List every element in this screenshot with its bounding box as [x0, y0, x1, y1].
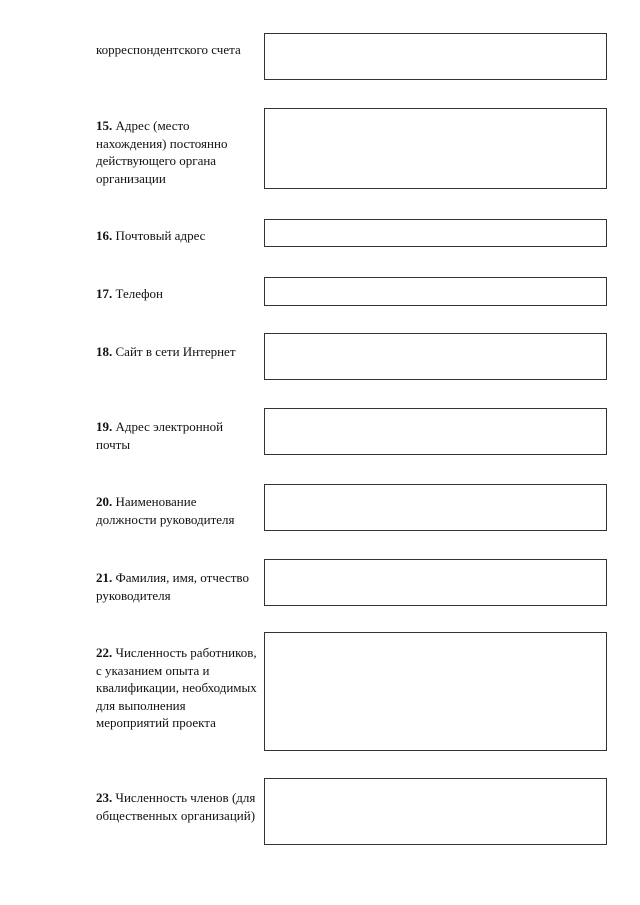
field-number: 20. [96, 494, 116, 509]
postal-address-field[interactable] [264, 219, 607, 247]
field-label-text: Адрес электронной почты [96, 419, 224, 452]
field-number: 19. [96, 419, 116, 434]
field-label-head-full-name [96, 569, 258, 604]
phone-field[interactable] [264, 277, 607, 306]
field-number: 16. [96, 228, 116, 243]
members-count-field[interactable] [264, 778, 607, 845]
field-label-staff-count [96, 644, 258, 732]
field-label-postal-address [96, 227, 258, 245]
field-label-text: Численность членов (для общественных организаций) [96, 790, 256, 823]
field-number: 21. [96, 570, 116, 585]
staff-count-field[interactable] [264, 632, 607, 751]
website-field[interactable] [264, 333, 607, 380]
field-label-text: Наименование должности руководителя [96, 494, 235, 527]
field-label-text: корреспондентского счета [96, 42, 241, 57]
field-label-organization-address [96, 117, 258, 187]
field-label-correspondent-account [96, 41, 258, 59]
head-position-field[interactable] [264, 484, 607, 531]
field-label-text: Фамилия, имя, отчество руководителя [96, 570, 249, 603]
field-label-text: Почтовый адрес [115, 228, 206, 243]
field-label-text: Сайт в сети Интернет [115, 344, 236, 359]
field-number: 15. [96, 118, 116, 133]
field-label-website [96, 343, 258, 361]
field-number: 23. [96, 790, 116, 805]
field-label-text: Адрес (место нахождения) постоянно действующего органа организации [96, 118, 228, 186]
email-field[interactable] [264, 408, 607, 455]
field-label-text: Телефон [115, 286, 164, 301]
head-full-name-field[interactable] [264, 559, 607, 606]
organization-address-field[interactable] [264, 108, 607, 189]
correspondent-account-field[interactable] [264, 33, 607, 80]
field-label-head-position [96, 493, 258, 528]
field-number: 18. [96, 344, 116, 359]
field-label-text: Численность работников, с указанием опыта и квалификации, необходимых для выполнения мероприятий проекта [96, 645, 257, 730]
field-label-phone [96, 285, 258, 303]
field-label-members-count [96, 789, 258, 824]
field-number: 17. [96, 286, 116, 301]
field-number: 22. [96, 645, 116, 660]
field-label-email [96, 418, 258, 453]
